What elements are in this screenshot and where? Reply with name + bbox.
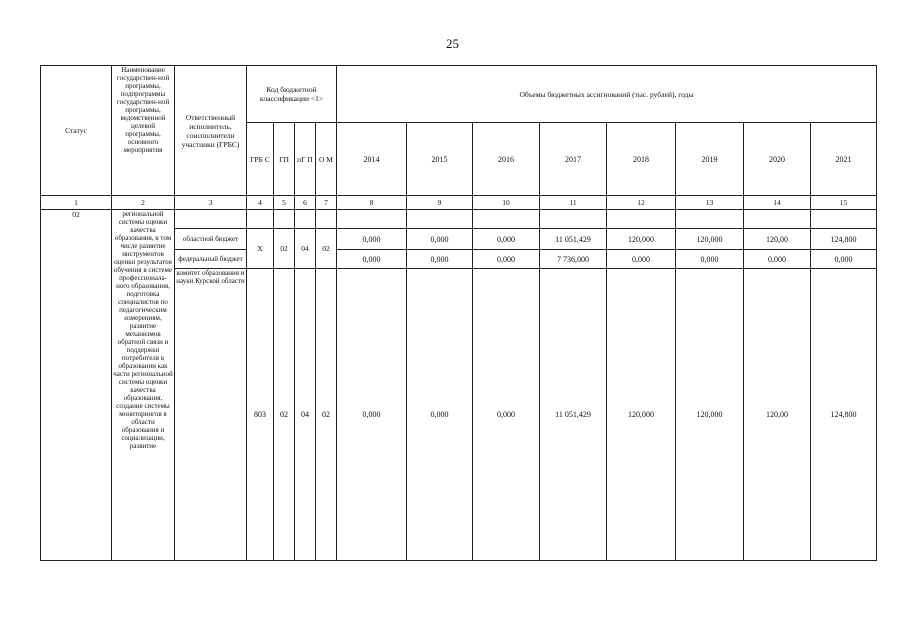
value-cell: 0,000 — [337, 250, 407, 269]
col-number: 11 — [540, 196, 607, 210]
value-cell: 0,000 — [407, 229, 473, 250]
col-number: 7 — [316, 196, 337, 210]
header-year: 2018 — [607, 123, 676, 196]
header-year: 2017 — [540, 123, 607, 196]
header-year: 2014 — [337, 123, 407, 196]
col-number: 4 — [247, 196, 274, 210]
value-cell: 120,00 — [744, 269, 811, 561]
code-grbs: 803 — [247, 269, 274, 561]
header-code-gp: ГП — [274, 123, 295, 196]
code-gp: 02 — [274, 229, 295, 269]
executor-regional-budget: областной бюджет — [175, 229, 247, 250]
value-cell: 120,000 — [607, 229, 676, 250]
col-number: 14 — [744, 196, 811, 210]
value-cell: 0,000 — [337, 229, 407, 250]
code-grbs: X — [247, 229, 274, 269]
header-code-grbs: ГРБ С — [247, 123, 274, 196]
value-cell: 11 051,429 — [540, 269, 607, 561]
row-status: 02 — [41, 210, 112, 561]
budget-table — [40, 65, 877, 561]
value-cell: 124,800 — [811, 269, 877, 561]
page-number: 25 — [446, 36, 459, 51]
executor-committee: комитет образования и науки Курской области — [175, 269, 247, 561]
value-cell: 11 051,429 — [540, 229, 607, 250]
header-volumes: Объемы бюджетных ассигнований (тыс. рублей), годы — [337, 66, 877, 123]
header-budget-code: Код бюджетной классификации <1> — [247, 66, 337, 123]
value-cell: 0,000 — [473, 229, 540, 250]
value-cell: 0,000 — [337, 269, 407, 561]
executor-federal-budget: федеральный бюджет — [175, 250, 247, 269]
code-om: 02 — [316, 229, 337, 269]
code-om: 02 — [316, 269, 337, 561]
value-cell: 0,000 — [676, 250, 744, 269]
col-number: 6 — [295, 196, 316, 210]
value-cell: 120,000 — [676, 269, 744, 561]
col-number: 8 — [337, 196, 407, 210]
value-cell: 0,000 — [607, 250, 676, 269]
value-cell: 0,000 — [407, 250, 473, 269]
col-number: 2 — [112, 196, 175, 210]
value-cell: 0,000 — [744, 250, 811, 269]
code-gp: 02 — [274, 269, 295, 561]
header-executor: Ответственный исполнитель, соисполнители участники (ГРБС) — [175, 66, 247, 196]
header-status: Статус — [41, 66, 112, 196]
col-number: 5 — [274, 196, 295, 210]
header-year: 2021 — [811, 123, 877, 196]
value-cell: 120,000 — [676, 229, 744, 250]
code-pgp: 04 — [295, 229, 316, 269]
col-number: 1 — [41, 196, 112, 210]
header-year: 2019 — [676, 123, 744, 196]
header-year: 2020 — [744, 123, 811, 196]
col-number: 9 — [407, 196, 473, 210]
col-number: 13 — [676, 196, 744, 210]
value-cell: 0,000 — [473, 250, 540, 269]
value-cell: 7 736,000 — [540, 250, 607, 269]
value-cell: 124,800 — [811, 229, 877, 250]
header-code-pgp: пГ П — [295, 123, 316, 196]
header-code-om: О М — [316, 123, 337, 196]
header-program-name: Наименование государствен-ной программы, подпрограммы государствен-ной программы, ведомственной целевой программы, основного мероприятия — [112, 66, 175, 196]
col-number: 10 — [473, 196, 540, 210]
col-number: 3 — [175, 196, 247, 210]
value-cell: 120,000 — [607, 269, 676, 561]
header-year: 2015 — [407, 123, 473, 196]
header-year: 2016 — [473, 123, 540, 196]
value-cell: 0,000 — [407, 269, 473, 561]
col-number: 15 — [811, 196, 877, 210]
row-program-name: региональной системы оценки качества образования, в том числе развитие инструментов оценки результатов обучения в системе профессионала-ного образования, подготовка специалистов по педагогическим измерениям, развитие механизмов обратной связи и поддержки потребителя в образовании как части региональной системы оценки качества образования, создание системы мониторингов в области образования и социализации, развитие — [112, 210, 175, 561]
col-number: 12 — [607, 196, 676, 210]
code-pgp: 04 — [295, 269, 316, 561]
value-cell: 120,00 — [744, 229, 811, 250]
value-cell: 0,000 — [473, 269, 540, 561]
value-cell: 0,000 — [811, 250, 877, 269]
